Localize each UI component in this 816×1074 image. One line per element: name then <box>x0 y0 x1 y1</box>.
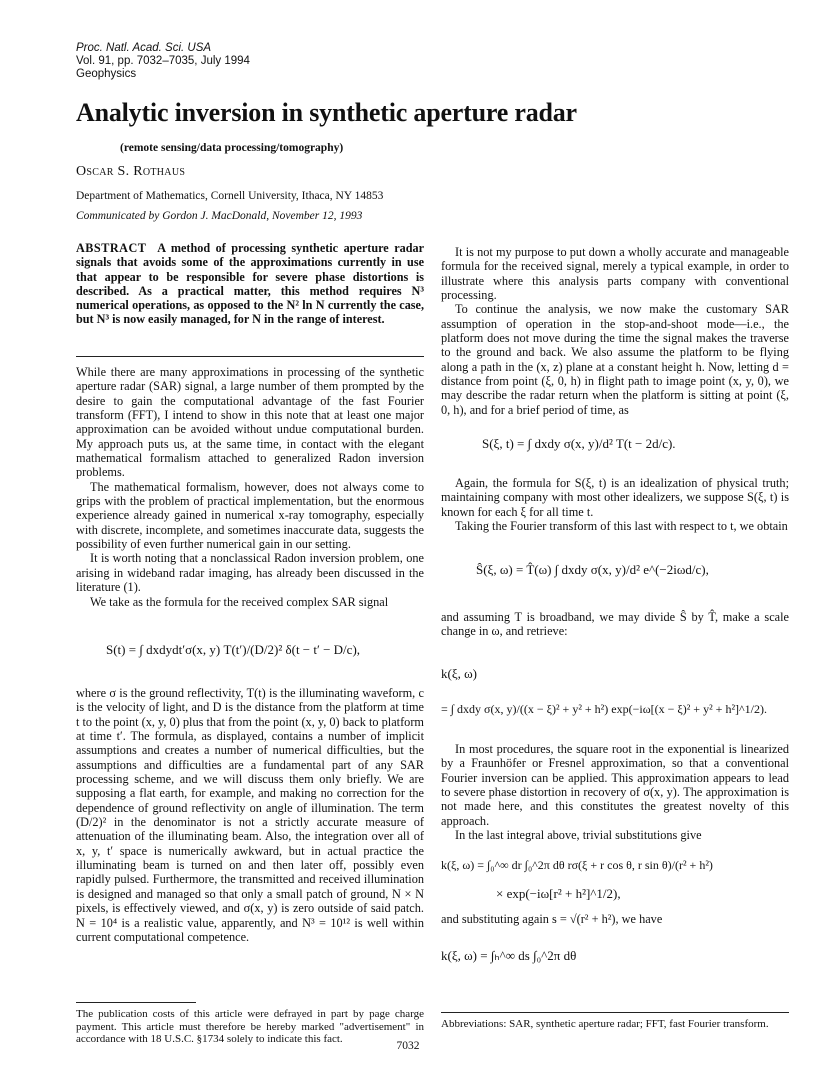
equation-4-lhs: k(ξ, ω) <box>441 666 478 681</box>
footnote-rule-right <box>441 1012 789 1013</box>
paragraph: To continue the analysis, we now make the customary SAR assumption of operation in the stop-and-shoot mode—i.e., the platform does not move during the time the signal makes the traverse to the ground and back. We also assume the platform to be flying along a path in the (x, z) plane at a constant height h. Now, letting d = distance from point (ξ, 0, h) in flight path to image point (x, y, 0), we may describe the radar return when the platform is sitting at point (ξ, 0, h), and for a brief period of time, as <box>441 302 789 417</box>
paragraph: Taking the Fourier transform of this last with respect to t, we obtain <box>455 519 788 534</box>
abstract <box>76 241 424 327</box>
paragraph: Again, the formula for S(ξ, t) is an idealization of physical truth; maintaining company with most other idealizers, we suppose S(ξ, t) is known for each ξ for all time t. <box>441 476 789 519</box>
affiliation: Department of Mathematics, Cornell University, Ithaca, NY 14853 <box>76 190 384 202</box>
keywords: (remote sensing/data processing/tomography) <box>120 142 344 154</box>
right-column-cont4 <box>441 912 789 926</box>
journal-name: Proc. Natl. Acad. Sci. USA <box>76 42 212 54</box>
equation-5b: × exp(−iω[r² + h²]^1/2), <box>496 886 621 901</box>
paragraph: While there are many approximations in processing of the synthetic aperture radar (SAR) signal, a large number of them prompted by the desire to gain the computational advantage of the fast Fourier transform (FFT), I intend to show in this note that at least one major approximation can be avoided without undue computational burden. My approach puts us, at the same time, in contact with the elegant mathematical formalism attached to generalized Radon inversion problems. <box>76 365 424 480</box>
paragraph: It is worth noting that a nonclassical Radon inversion problem, one arising in wideband radar imaging, has already been discussed in the literature (1). <box>76 551 424 595</box>
paragraph: and assuming T is broadband, we may divide Ŝ by T̂, make a scale change in ω, and retrieve: <box>441 610 789 639</box>
journal-volume: Vol. 91, pp. 7032–7035, July 1994 <box>76 55 250 67</box>
right-column-cont2 <box>441 610 789 639</box>
left-column-cont <box>76 686 424 944</box>
equation-2: S(ξ, t) = ∫ dxdy σ(x, y)/d² T(t − 2d/c). <box>482 436 676 451</box>
paragraph: In most procedures, the square root in the exponential is linearized by a Fraunhöfer or Fresnel approximation, so that a conventional Fourier inversion can be applied. This approximation appears to lead to severe phase distortion in recovery of σ(x, y). The approximation is not made here, and this constitutes the greatest novelty of this approach. <box>441 742 789 828</box>
communicated-by: Communicated by Gordon J. MacDonald, November 12, 1993 <box>76 210 363 222</box>
paragraph: and substituting again s = √(r² + h²), we have <box>441 912 663 926</box>
equation-3: Ŝ(ξ, ω) = T̂(ω) ∫ dxdy σ(x, y)/d² e^(−2iωd/c), <box>476 562 709 577</box>
right-column-cont <box>441 476 789 533</box>
abstract-label: ABSTRACT <box>76 241 147 255</box>
page-number: 7032 <box>396 1040 420 1052</box>
paragraph: In the last integral above, trivial substitutions give <box>455 828 702 843</box>
paragraph: where σ is the ground reflectivity, T(t) is the illuminating waveform, c is the velocity of light, and D is the distance from the platform at time t to the point (x, y, 0) plus that from the point (x, y, 0) back to platform at time t′. The formula, as displayed, contains a number of implicit assumptions and creates a number of numerical difficulties, but the assumptions and difficulties are a fundamental part of any SAR processing scheme, and we will discuss them only briefly. We are supposing a flat earth, for example, and making no correction for the dependence of ground reflectivity on angle of illumination. The term (D/2)² in the denominator is not a strictly accurate measure of attenuation of the illuminating beam. Also, the integration over all of x, y, t′ space is numerically awkward, but in actual practice the illuminating beam is turned on and then later off, possibly even rapidly pulsed. Furthermore, the transmitted and received illumination is designed and managed so that only a small patch of ground, N × N pixels, is effectively viewed, and σ(x, y) is zero outside of said patch. N = 10⁴ is a realistic value, apparently, and N³ = 10¹² is well within current computational competence. <box>76 686 424 944</box>
footnote-publication: The publication costs of this article were defrayed in part by page charge payment. This article must therefore be hereby marked "advertisement" in accordance with 18 U.S.C. §1734 solely to indicate this fact. <box>76 1008 424 1046</box>
right-column-cont3 <box>441 742 789 842</box>
paragraph: It is not my purpose to put down a wholly accurate and manageable formula for the received signal, merely a typical example, in order to illustrate where this analysis parts company with conventional processing. <box>441 245 789 303</box>
equation-4-rhs: = ∫ dxdy σ(x, y)/((x − ξ)² + y² + h²) exp(−iω[(x − ξ)² + y² + h²]^1/2). <box>441 702 767 716</box>
journal-section: Geophysics <box>76 68 137 80</box>
right-column <box>441 245 789 417</box>
equation-6: k(ξ, ω) = ∫ₕ^∞ ds ∫₀^2π dθ <box>441 948 577 963</box>
paragraph: We take as the formula for the received complex SAR signal <box>90 594 389 609</box>
journal-header <box>76 42 250 81</box>
left-column <box>76 365 424 609</box>
footnote-rule <box>76 1002 196 1003</box>
abstract-rule <box>76 356 424 357</box>
author: Oscar S. Rothaus <box>76 164 186 179</box>
article-title: Analytic inversion in synthetic aperture radar <box>76 98 577 127</box>
paragraph: The mathematical formalism, however, does not always come to grips with the problem of practical implementation, but the enormous experience already gained in numerical x-ray tomography, especially with discrete, incomplete, and sometimes inaccurate data, suggests the possibility of even further numerical gain in our setting. <box>76 479 424 552</box>
footnote-abbreviations: Abbreviations: SAR, synthetic aperture radar; FFT, fast Fourier transform. <box>441 1018 769 1030</box>
equation-5a: k(ξ, ω) = ∫₀^∞ dr ∫₀^2π dθ rσ(ξ + r cos θ, r sin θ)/(r² + h²) <box>441 858 713 872</box>
equation-1: S(t) = ∫ dxdydt′σ(x, y) T(t′)/(D/2)² δ(t − t′ − D/c), <box>106 642 361 657</box>
abstract-text: A method of processing synthetic aperture radar signals that avoids some of the approximations currently in use that appear to be responsible for severe phase distortions is described. As a practical matter, this method requires N³ numerical operations, as opposed to the N² ln N currently the case, but N³ is now easily managed, for N in the range of interest. <box>76 241 424 327</box>
